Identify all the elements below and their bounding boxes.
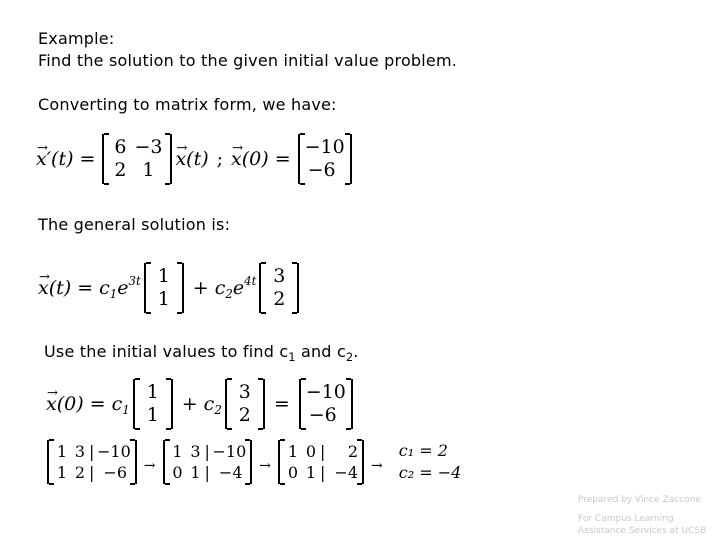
example-label: Example: [38,29,115,48]
general-solution-equation [38,262,302,314]
matrix-entry: −3 [134,136,163,158]
matrix-entry: 1 [142,159,155,181]
problem-statement: Find the solution to the given initial value problem. [38,51,458,70]
augmented-matrix-2: 1 3 | −10 0 1 | −4 [163,440,253,484]
arrow-icon: → [371,458,383,474]
eigenvector-2 [259,263,299,313]
exp-term-1: $e^{3t}$ [117,274,141,299]
general-lhs: (t) = [48,277,94,299]
row-reduction [44,438,461,486]
lhs-derivative: ′(t) = [46,148,96,170]
eigenvector-2 [225,379,265,429]
initial-condition-equation [46,378,356,430]
matrix-form-equation [36,134,355,184]
coef-c2: $c_2$ [203,393,222,418]
eigenvector-1 [144,263,184,313]
vector-entry: 2 [238,404,251,426]
vector-x-zero: → x [46,393,57,415]
initial-values-intro: Use the initial values to find $c_1$ and $c_2$. [44,342,359,364]
general-solution-intro: The general solution is: [38,215,231,234]
vector-entry: −10 [304,136,345,158]
vector-entry: −6 [308,404,337,426]
vector-entry: 3 [273,265,286,287]
credit-line-2: For Campus Learning [578,514,674,524]
vector-entry: 1 [157,265,170,287]
matrix-entry: 2 [114,159,127,181]
plus-sign: + [181,393,198,415]
coefficient-matrix [102,134,172,184]
coef-c2: $c_2$ [214,277,233,302]
vector-x-general: → x [38,277,49,299]
vector-entry: −10 [305,381,346,403]
equals-sign: = [273,393,290,415]
rhs-argument: (t) [186,148,209,170]
plus-sign: + [192,277,209,299]
matrix-form-intro: Converting to matrix form, we have: [38,95,337,114]
eigenvector-1 [133,379,173,429]
matrix-entry: 6 [114,136,127,158]
vector-entry: −6 [307,159,336,181]
arrow-icon: → [259,458,271,474]
credit-prepared-by: Prepared by Vince Zaccone [578,495,701,505]
vector-x-initial: → x [231,148,242,170]
result-c2: c₂ = −4 [398,463,462,482]
separator: ; [216,148,224,170]
vector-entry: 1 [146,381,159,403]
ic-lhs: (0) = [56,393,106,415]
coef-c1: $c_1$ [99,277,118,302]
solution-values [399,440,462,484]
initial-vector [298,134,352,184]
coef-c1: $c_1$ [111,393,130,418]
credit-line-3: Assistance Services at UCSB [578,526,707,536]
vector-entry: 1 [146,404,159,426]
initial-vector [299,379,353,429]
arrow-icon: → [143,458,156,474]
vector-entry: 1 [157,288,170,310]
initial-condition-label: (0) = [241,148,291,170]
augmented-matrix-3: 1 0 | 2 0 1 | −4 [278,440,364,484]
vector-x-lhs: → x [36,148,47,170]
exp-term-2: $e^{4t}$ [232,274,257,299]
augmented-matrix-1: 1 3 | −10 1 2 | −6 [47,440,137,484]
result-c1: c₁ = 2 [398,441,448,460]
vector-entry: 3 [238,381,251,403]
vector-x-rhs: → x [175,148,186,170]
vector-entry: 2 [273,288,286,310]
